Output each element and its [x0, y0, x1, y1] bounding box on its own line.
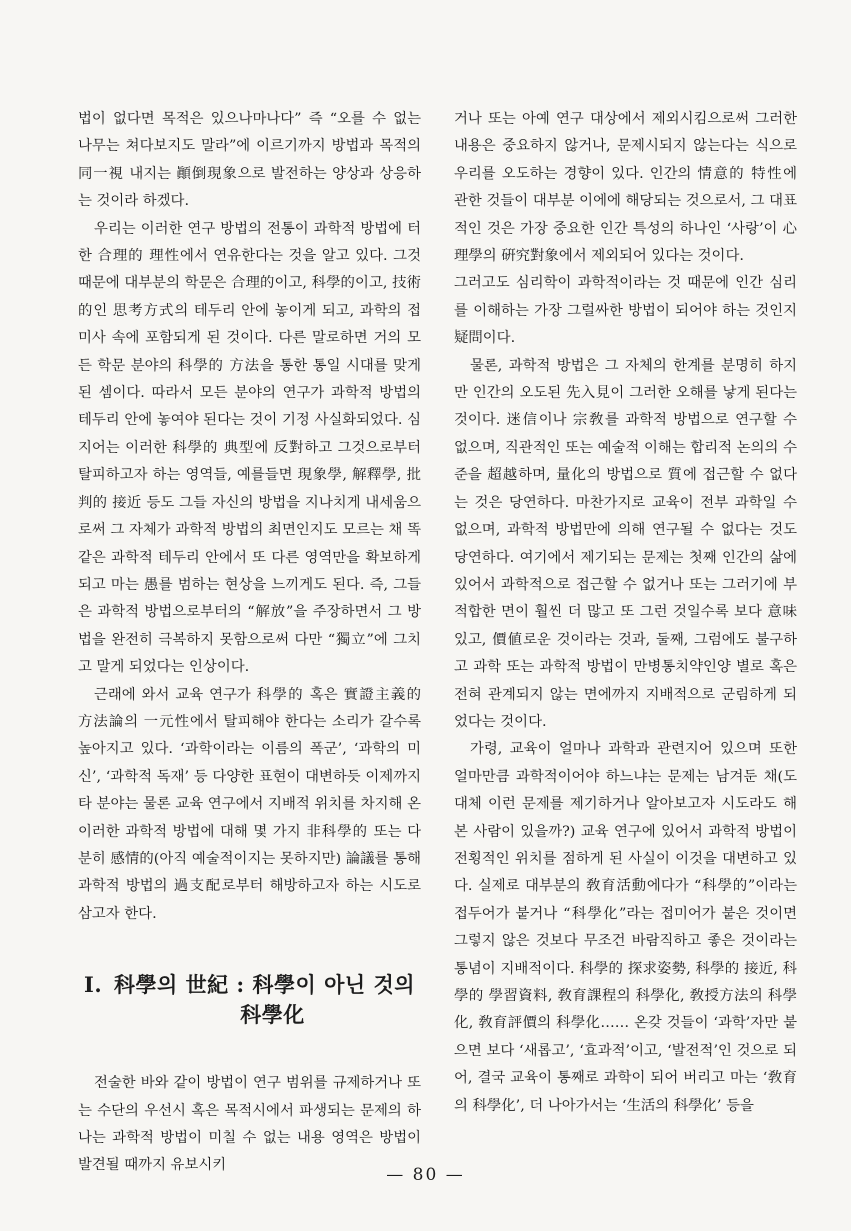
left-column	[78, 106, 421, 1180]
paragraph: 법이 없다면 목적은 있으나마나다” 즉 “오를 수 없는 나무는 쳐다보지도 말라”에 이르기까지 방법과 목적의 同一視 내지는 顚倒現象으로 발전하는 양상과 상응하는 것이라 하겠다.	[78, 111, 421, 210]
section-title-line1: 科學의 世紀 : 科學이 아닌 것의	[114, 972, 416, 998]
paragraph: 그러고도 심리학이 과학적이라는 것 때문에 인간 심리를 이해하는 가장 그럴싸한 방법이 되어야 하는 것인지 疑問이다.	[454, 275, 797, 347]
page-number: — 80 —	[386, 1165, 465, 1185]
section-number: Ⅰ.	[84, 972, 103, 998]
section-heading	[84, 970, 421, 1030]
paragraph: 전술한 바와 같이 방법이 연구 범위를 규제하거나 또는 수단의 우선시 혹은 목적시에서 파생되는 문제의 하나는 과학적 방법이 미칠 수 없는 내용 영역은 방법이 발견될 때까지 유보시키	[78, 1075, 421, 1174]
paragraph: 근래에 와서 교육 연구가 科學的 혹은 實證主義的 方法論의 一元性에서 탈피해야 한다는 소리가 갈수록 높아지고 있다. ‘과학이라는 이름의 폭군’, ‘과학의 미신’, ‘과학적 독재’ 등 다양한 표현이 대변하듯 이제까지 타 분야는 물론 교육 연구에서 지배적 위치를 차지해 온 이러한 과학적 방법에 대해 몇 가지 非科學的 또는 다분히 感情的(아직 예술적이지는 못하지만) 論議를 통해 과학적 방법의 過支配로부터 해방하고자 하는 시도로 삼고자 한다.	[78, 686, 421, 922]
section-title-line2: 科學化	[240, 1002, 305, 1028]
paragraph: 거나 또는 아예 연구 대상에서 제외시킴으로써 그러한 내용은 중요하지 않거나, 문제시되지 않는다는 식으로 우리를 오도하는 경향이 있다. 인간의 情意的 特性에 관한 것들이 대부분 이에에 해당되는 것으로서, 그 대표적인 것은 가장 중요한 인간 특성의 하나인 ‘사랑’이 心理學의 硏究對象에서 제외되어 있다는 것이다.	[454, 111, 797, 265]
right-column	[454, 106, 797, 1120]
paragraph: 가령, 교육이 얼마나 과학과 관련지어 있으며 또한 얼마만큼 과학적이어야 하느냐는 문제는 남겨둔 채(도대체 이런 문제를 제기하거나 알아보고자 시도라도 해 본 사람이 있을까?) 교육 연구에 있어서 과학적 방법이 전횡적인 위치를 점하게 된 사실이 이것을 대변하고 있다. 실제로 대부분의 敎育活動에다가 “科學的”이라는 접두어가 붙거나 “科學化”라는 접미어가 붙은 것이면 그렇지 않은 것보다 무조건 바람직하고 좋은 것이라는 통념이 지배적이다. 科學的 探求姿勢, 科學的 接近, 科學的 學習資料, 敎育課程의 科學化, 敎授方法의 科學化, 敎育評價의 科學化…… 온갖 것들이 ‘과학’자만 붙으면 보다 ‘새롭고’, ‘효과적’이고, ‘발전적’인 것으로 되어, 결국 교육이 통째로 과학이 되어 버리고 마는 ‘敎育의 科學化’, 더 나아가서는 ‘生活의 科學化’ 등을	[454, 741, 797, 1114]
paragraph: 우리는 이러한 연구 방법의 전통이 과학적 방법에 터한 合理的 理性에서 연유한다는 것을 알고 있다. 그것 때문에 대부분의 학문은 合理的이고, 科學的이고, 技術的인 思考方式의 테두리 안에 놓이게 되고, 과학의 접미사 속에 포함되게 된 것이다. 다른 말로하면 거의 모든 학문 분야의 科學的 方法을 통한 통일 시대를 맞게 된 셈이다. 따라서 모든 분야의 연구가 과학적 방법의 테두리 안에 놓여야 된다는 것이 기정 사실화되었다. 심지어는 이러한 科學的 典型에 反對하고 그것으로부터 탈피하고자 하는 영역들, 예를들면 現象學, 解釋學, 批判的 接近 등도 그들 자신의 방법을 지나치게 내세움으로써 그 자체가 과학적 방법의 최면인지도 모르는 채 똑같은 과학적 테두리 안에서 또 다른 영역만을 확보하게 되고 마는 愚를 범하는 현상을 느끼게도 된다. 즉, 그들은 과학적 방법으로부터의 “解放”을 주장하면서 그 방법을 완전히 극복하지 못함으로써 다만 “獨立”에 그치고 말게 되었다는 인상이다.	[78, 220, 421, 676]
paragraph: 물론, 과학적 방법은 그 자체의 한계를 분명히 하지만 인간의 오도된 先入見이 그러한 오해를 낳게 된다는 것이다. 迷信이나 宗敎를 과학적 방법으로 연구할 수 없으며, 직관적인 또는 예술적 이해는 합리적 논의의 수준을 超越하며, 量化의 방법으로 質에 접근할 수 없다는 것은 당연하다. 마찬가지로 교육이 전부 과학일 수 없으며, 과학적 방법만에 의해 연구될 수 없다는 것도 당연하다. 여기에서 제기되는 문제는 첫째 인간의 삶에 있어서 과학적으로 접근할 수 없거나 또는 그러기에 부적합한 면이 훨씬 더 많고 또 그런 것일수록 보다 意味 있고, 價値로운 것이라는 것과, 둘째, 그럼에도 불구하고 과학 또는 과학적 방법이 만병통치약인양 별로 혹은 전혀 관계되지 않는 면에까지 지배적으로 군림하게 되었다는 것이다.	[454, 357, 797, 730]
